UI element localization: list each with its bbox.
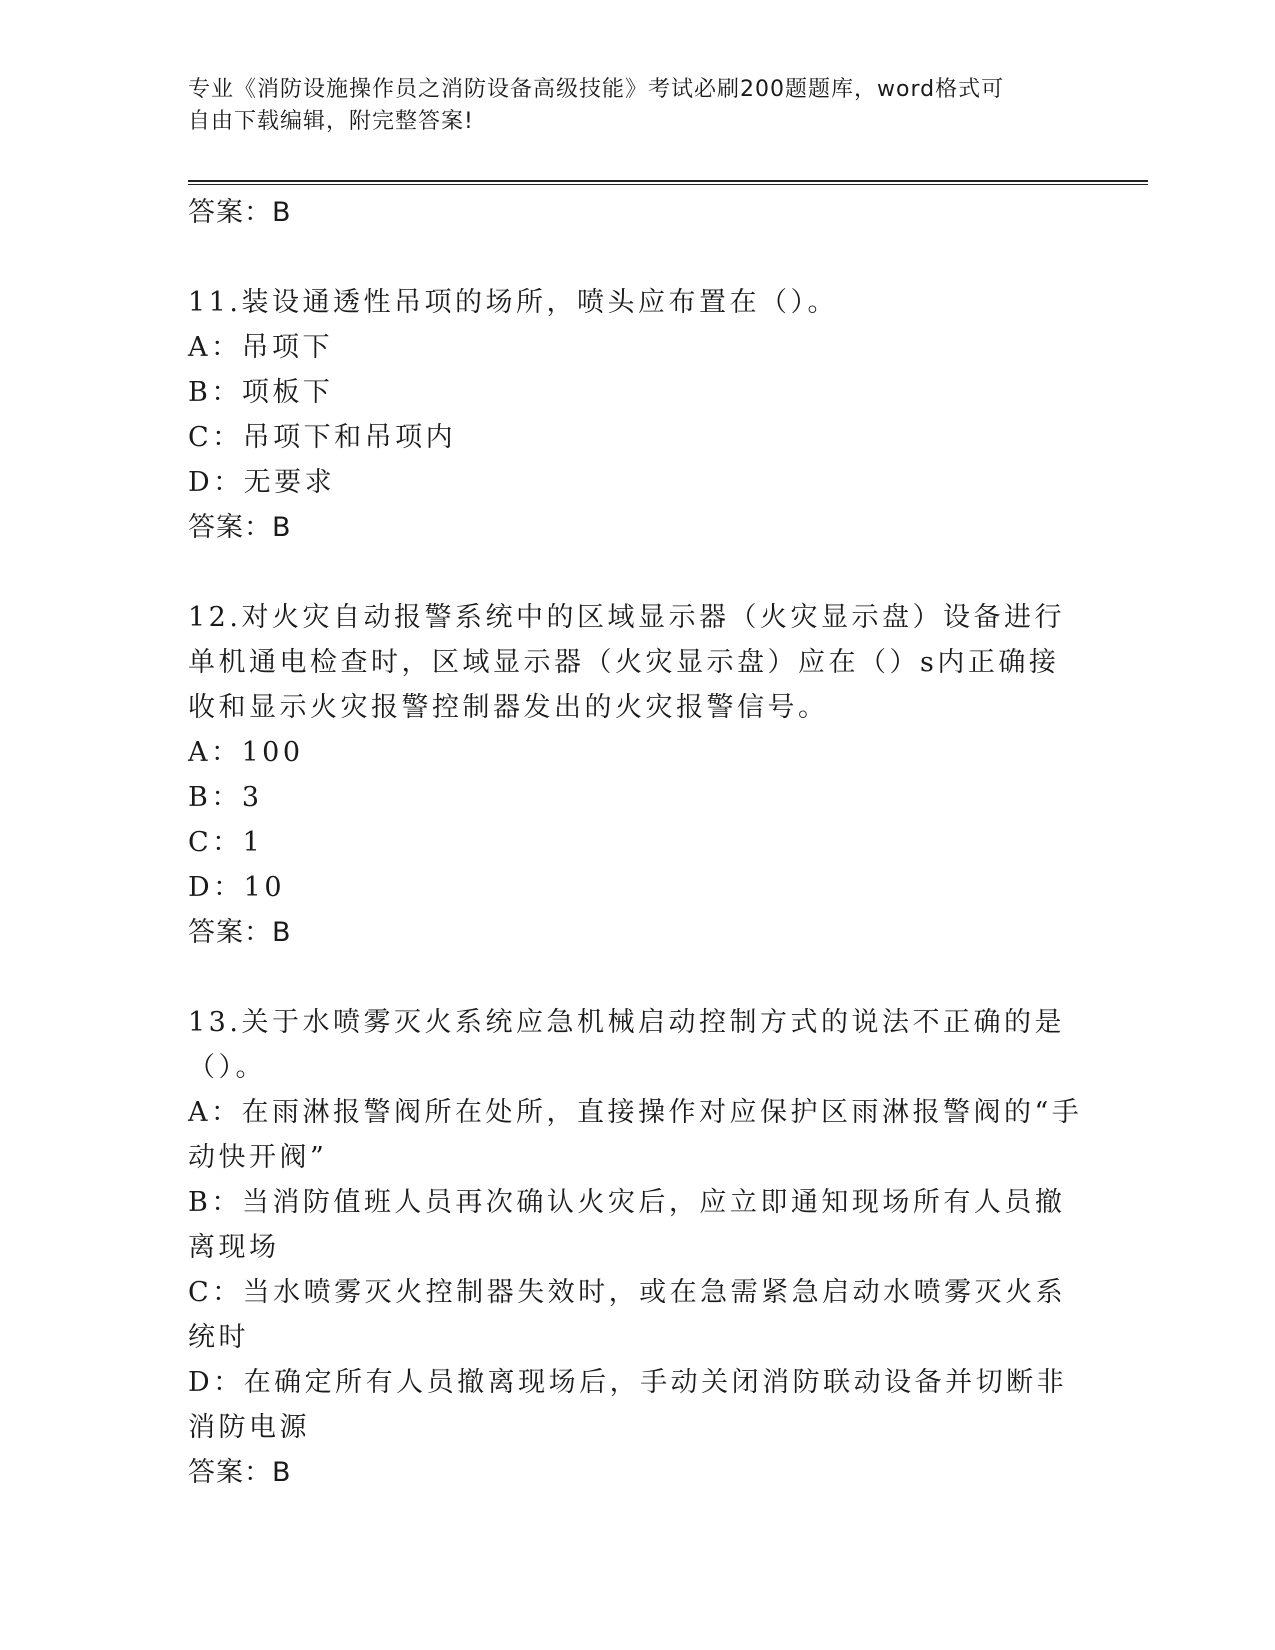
header-line-2: 自由下载编辑，附完整答案! [188, 109, 474, 134]
header-rule [188, 180, 1148, 185]
option-a: A：100 [188, 737, 304, 768]
previous-answer: 答案：B [188, 197, 292, 228]
option-c: C：1 [188, 827, 264, 858]
option-c: C：当水喷雾灭火控制器失效时，或在急需紧急启动水喷雾灭火系统时 [188, 1277, 1067, 1353]
document-body [188, 190, 1088, 1495]
option-d: D：无要求 [188, 467, 336, 498]
option-a: A：在雨淋报警阀所在处所，直接操作对应保护区雨淋报警阀的“手动快开阀” [188, 1097, 1083, 1173]
option-d: D：在确定所有人员撤离现场后，手动关闭消防联动设备并切断非消防电源 [188, 1367, 1068, 1443]
question-text: 12.对火灾自动报警系统中的区域显示器（火灾显示盘）设备进行单机通电检查时，区域显示器（火灾显示盘）应在（）s内正确接收和显示火灾报警控制器发出的火灾报警信号。 [188, 602, 1065, 723]
option-d: D：10 [188, 872, 286, 903]
answer: 答案：B [188, 917, 292, 948]
option-b: B：项板下 [188, 377, 334, 408]
question-12 [188, 595, 1088, 955]
option-b: B：3 [188, 782, 263, 813]
option-a: A：吊项下 [188, 332, 333, 363]
header-line-1: 专业《消防设施操作员之消防设备高级技能》考试必刷200题题库，word格式可 [188, 77, 1005, 102]
answer: 答案：B [188, 1457, 292, 1488]
answer: 答案：B [188, 512, 292, 543]
option-b: B：当消防值班人员再次确认火灾后，应立即通知现场所有人员撤离现场 [188, 1187, 1066, 1263]
question-13 [188, 1000, 1088, 1495]
option-c: C：吊项下和吊项内 [188, 422, 457, 453]
page-header [188, 74, 1068, 138]
question-text: 11.装设通透性吊项的场所，喷头应布置在（）。 [188, 287, 838, 318]
question-11 [188, 280, 1088, 550]
question-text: 13.关于水喷雾灭火系统应急机械启动控制方式的说法不正确的是（）。 [188, 1007, 1065, 1083]
